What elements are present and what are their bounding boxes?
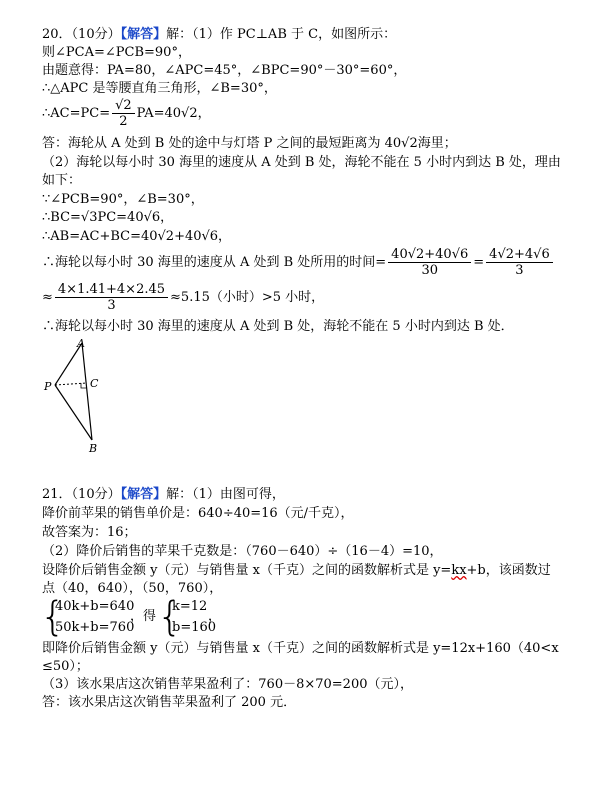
fraction-numerator: 4√2+4√6 xyxy=(486,247,553,263)
fraction-numerator: 4×1.41+4×2.45 xyxy=(55,282,168,298)
p20-approx-fraction xyxy=(55,282,168,313)
p20-line-5-post: PA=40√2， xyxy=(136,106,211,121)
p21-line-5 xyxy=(42,563,551,579)
system-1-eq-2: 50k+b=760 xyxy=(55,620,135,635)
fraction-denominator: 3 xyxy=(515,263,524,278)
system-therefore: ，得 xyxy=(130,609,157,624)
segment-PB xyxy=(55,385,92,440)
label-B: B xyxy=(89,442,98,455)
p21-line-1-text: 解：（1）由图可得， xyxy=(166,487,285,502)
p21-number: 21．（10分） xyxy=(42,487,121,502)
p20-equals: = xyxy=(473,255,485,270)
p20-line-5-pre: ∴AC=PC= xyxy=(42,106,111,121)
segment-AB xyxy=(82,343,92,440)
p20-line-4: ∴△APC 是等腰直角三角形，∠B=30°， xyxy=(42,81,277,96)
fraction-denominator: 2 xyxy=(119,114,128,129)
left-brace-2: { xyxy=(157,594,183,640)
p20-line-2: 则∠PCA=∠PCB=90°， xyxy=(42,45,191,60)
p20-line-11: ∴AB=AC+BC=40√2+40√6， xyxy=(42,229,232,244)
p21-line-8: ≤50）； xyxy=(42,659,89,674)
p21-line-9: （3）该水果店这次销售苹果盈利了：760－8×70=200（元）， xyxy=(42,677,413,692)
p20-line-6: 答：海轮从 A 处到 B 处的途中与灯塔 P 之间的最短距离为 40√2海里； xyxy=(42,136,457,151)
p20-line-3: 由题意得：PA=80，∠APC=45°，∠BPC=90°－30°=60°， xyxy=(42,63,407,78)
p21-line-7: 即降价后销售金额 y（元）与销售量 x（千克）之间的函数解析式是 y=12x+160（40<x xyxy=(42,641,559,656)
p21-line-5-c: +b，该函数过 xyxy=(466,563,551,578)
system-1-eq-1: 40k+b=640 xyxy=(55,599,135,614)
system-2-eq-1: k=12 xyxy=(172,599,208,614)
p21-line-10: 答：该水果店这次销售苹果盈利了 200 元． xyxy=(42,695,297,710)
p20-number: 20．（10分） xyxy=(42,27,121,42)
p20-line-13-post: ≈5.15（小时）>5 小时， xyxy=(170,290,325,305)
p21-line-5-kx: kx xyxy=(451,563,467,578)
p20-line-1 xyxy=(42,27,396,43)
p20-time-fraction-2 xyxy=(486,247,553,278)
p20-approx: ≈ xyxy=(42,290,53,305)
p21-line-1 xyxy=(42,487,285,503)
fraction-denominator: 3 xyxy=(107,298,116,313)
p21-line-3: 故答案为：16； xyxy=(42,525,137,540)
p20-line-9: ∵∠PCB=90°，∠B=30°， xyxy=(42,192,204,207)
triangle-figure xyxy=(40,335,120,457)
right-angle-mark xyxy=(81,383,86,388)
left-brace-1: { xyxy=(40,594,66,640)
p20-time-fraction-1 xyxy=(388,247,471,278)
p20-line-14: ∴海轮以每小时 30 海里的速度从 A 处到 B 处，海轮不能在 5 小时内到达 B 处． xyxy=(42,319,514,334)
label-C: C xyxy=(90,377,99,390)
p20-line-12-pre: ∴海轮以每小时 30 海里的速度从 A 处到 B 处所用的时间= xyxy=(42,255,387,270)
system-end: ， xyxy=(208,609,222,624)
p20-line-13 xyxy=(42,282,324,313)
p20-line-7: （2）海轮以每小时 30 海里的速度从 A 处到 B 处，海轮不能在 5 小时内到达 B 处，理由 xyxy=(42,155,561,170)
label-P: P xyxy=(44,380,52,393)
p21-line-6: 点（40，640），（50，760）， xyxy=(42,581,223,596)
p20-line-8: 如下： xyxy=(42,173,82,188)
label-A: A xyxy=(77,337,85,350)
p20-line-1-text: 解：（1）作 PC⊥AB 于 C，如图所示： xyxy=(166,27,397,42)
p20-line-10: ∴BC=√3PC=40√6， xyxy=(42,210,174,225)
fraction-numerator: 40√2+40√6 xyxy=(388,247,471,263)
system-2-eq-2: b=160 xyxy=(172,620,217,635)
p20-fraction-sqrt2-over-2 xyxy=(112,98,135,129)
p21-line-2: 降价前苹果的销售单价是：640÷40=16（元/千克）， xyxy=(42,506,354,521)
p21-line-4: （2）降价后销售的苹果千克数是：（760－640）÷（16－4）=10， xyxy=(42,544,443,559)
p20-line-5 xyxy=(42,98,211,129)
fraction-numerator: √2 xyxy=(112,98,135,114)
p21-answer-tag: 【解答】 xyxy=(120,487,167,502)
p20-answer-tag: 【解答】 xyxy=(120,27,167,42)
p20-line-12 xyxy=(42,247,555,278)
fraction-denominator: 30 xyxy=(421,263,438,278)
p21-line-5-a: 设降价后销售金额 y（元）与销售量 x（千克）之间的函数解析式是 y= xyxy=(42,563,452,578)
